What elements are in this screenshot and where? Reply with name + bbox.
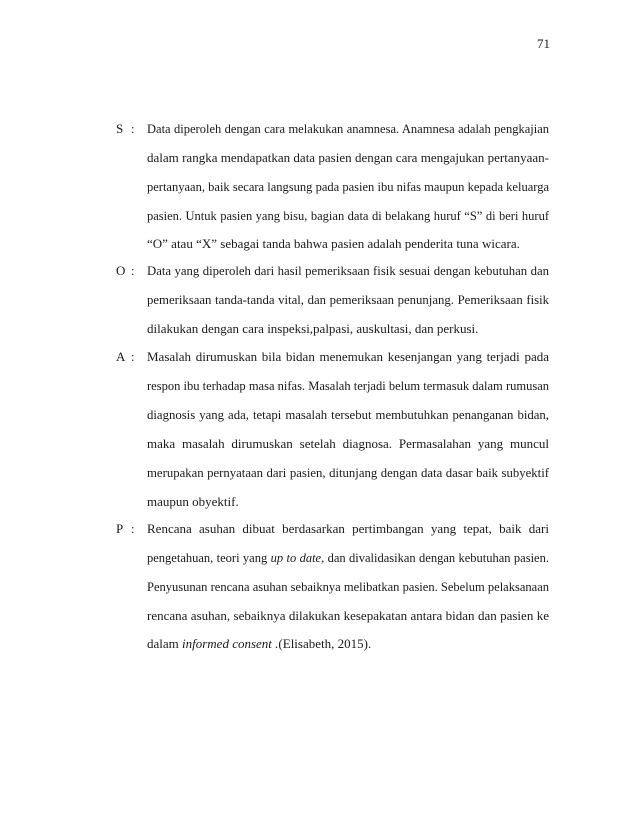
paragraph-line: rencana asuhan, sebaiknya dilakukan kesepakatan antara bidan dan pasien ke xyxy=(147,608,549,623)
paragraph-line: pemeriksaan tanda-tanda vital, dan pemeriksaan penunjang. Pemeriksaan fisik xyxy=(147,293,549,307)
entry-colon: : xyxy=(131,521,135,536)
paragraph-line: merupakan pernyataan dari pasien, ditunjang dengan data dasar baik subyektif xyxy=(147,466,549,480)
entry-colon: : xyxy=(131,121,135,136)
citation: (Elisabeth, 2015). xyxy=(278,636,372,651)
text-run: , dan divalidasikan dengan kebutuhan pasien. xyxy=(321,551,549,565)
italic-term: up to date xyxy=(270,551,322,565)
entry-colon: : xyxy=(131,349,135,364)
paragraph-line: diagnosis yang ada, tetapi masalah tersebut membutuhkan penanganan bidan, xyxy=(147,408,549,422)
paragraph-line: dilakukan dengan cara inspeksi,palpasi, auskultasi, dan perkusi. xyxy=(147,321,479,336)
paragraph-line: respon ibu terhadap masa nifas. Masalah terjadi belum termasuk dalam rumusan xyxy=(147,379,549,393)
entry-letter: A xyxy=(116,349,126,364)
text-run: dalam xyxy=(147,636,183,651)
paragraph-line: pasien. Untuk pasien yang bisu, bagian data di belakang huruf “S” di beri huruf xyxy=(147,209,549,223)
text-run: pengetahuan, teori yang xyxy=(147,551,271,565)
paragraph-line xyxy=(147,550,549,566)
italic-term: informed consent . xyxy=(182,636,279,651)
entry-letter: S xyxy=(116,121,124,136)
paragraph-line: Rencana asuhan dibuat berdasarkan pertimbangan yang tepat, baik dari xyxy=(147,521,549,536)
entry-letter: P xyxy=(116,521,124,536)
paragraph-line: pertanyaan, baik secara langsung pada pasien ibu nifas maupun kepada keluarga xyxy=(147,180,549,194)
paragraph-line: maupun obyektif. xyxy=(147,494,239,509)
paragraph-line: Data yang diperoleh dari hasil pemeriksaan fisik sesuai dengan kebutuhan dan xyxy=(147,264,549,278)
entry-letter: O xyxy=(116,263,126,278)
entry-colon: : xyxy=(131,263,135,278)
page-number: 71 xyxy=(537,36,550,51)
paragraph-line: Penyusunan rencana asuhan sebaiknya melibatkan pasien. Sebelum pelaksanaan xyxy=(147,580,549,594)
paragraph-line: maka masalah dirumuskan setelah diagnosa. Permasalahan yang muncul xyxy=(147,436,549,451)
paragraph-line: Data diperoleh dengan cara melakukan anamnesa. Anamnesa adalah pengkajian xyxy=(147,122,549,136)
paragraph-line: Masalah dirumuskan bila bidan menemukan kesenjangan yang terjadi pada xyxy=(147,349,549,364)
paragraph-line: dalam rangka mendapatkan data pasien dengan cara mengajukan pertanyaan- xyxy=(147,150,549,165)
paragraph-line xyxy=(147,636,549,652)
paragraph-line: “O” atau “X” sebagai tanda bahwa pasien adalah penderita tuna wicara. xyxy=(147,236,520,251)
